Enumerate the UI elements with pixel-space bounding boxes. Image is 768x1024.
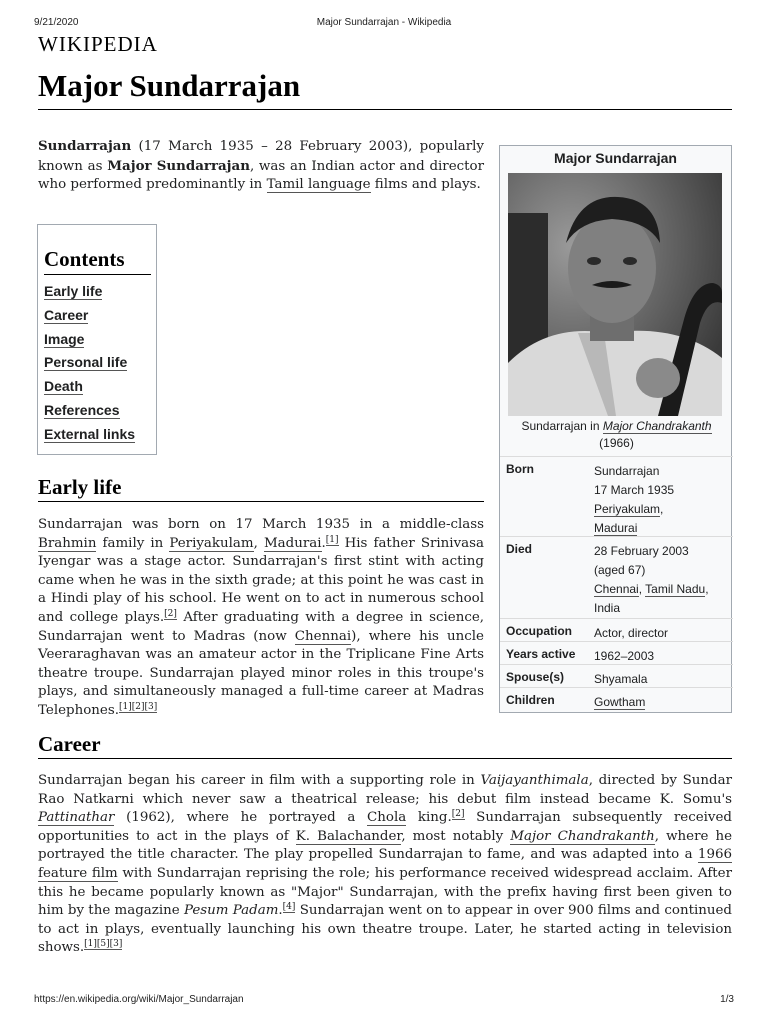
link-k-balachander[interactable]: K. Balachander — [295, 828, 402, 844]
portrait-photo[interactable] — [508, 173, 722, 416]
toc-item[interactable]: Image — [44, 330, 85, 347]
print-header — [34, 17, 734, 31]
wikipedia-wordmark[interactable]: WIKIPEDIA — [38, 32, 158, 56]
link-chola[interactable]: Chola — [367, 810, 407, 826]
toc-item[interactable]: Early life — [44, 283, 103, 299]
citation[interactable]: [5] — [96, 939, 110, 950]
early-life-paragraph: Sundarrajan was born on 17 March 1935 in a middle-class Brahmin family in Periyakulam, Madurai.[1] His father Srinivasa Iyengar was a stage actor. Sundarrajan's first stint with acting came when he was in the sixth grade; at this point he was cast in a Hindi play of his school. He went on to act in numerous school and college plays.[2] After graduating with a degree in science, Sundarrajan went to Madras (now Chennai), where his uncle Veeraraghavan was an amateur actor in the Triplicane Fine Arts theatre troupe. Sundarrajan played minor roles in this troupe's plays, and simultaneously managed a full-time career at Madras Telephones.[1][2][3] — [38, 517, 485, 718]
link-pattinathar[interactable]: Pattinathar — [38, 810, 115, 826]
link-madurai-infobox[interactable]: Madurai — [594, 521, 638, 535]
infobox-title: Major Sundarrajan — [554, 150, 677, 166]
citation[interactable]: [1] — [325, 534, 339, 545]
link-chennai-infobox[interactable]: Chennai — [594, 582, 639, 596]
infobox-row-occupation: Occupation Actor, director — [500, 618, 733, 641]
toc-item[interactable]: Death — [44, 378, 83, 395]
link-madurai[interactable]: Madurai — [263, 535, 322, 551]
citation[interactable]: [1] — [84, 939, 97, 950]
link-chennai[interactable]: Chennai — [294, 628, 352, 644]
intro-paragraph: Sundarrajan (17 March 1935 – 28 February 2003), popularly known as Major Sundarrajan, was an Indian actor and director who performed predominantly in Tamil language films and plays. — [38, 138, 484, 193]
infobox-row-born: Born Sundarrajan 17 March 1935 Periyakulam, Madurai — [500, 456, 733, 536]
toc-item[interactable]: Career — [44, 306, 89, 323]
toc-item[interactable]: Personal life — [44, 354, 128, 371]
toc-item[interactable]: References — [44, 401, 120, 418]
infobox-row-children: Children Gowtham — [500, 687, 733, 711]
infobox-caption: Sundarrajan in Major Chandrakanth (1966) — [521, 419, 712, 450]
print-title: Major Sundarrajan - Wikipedia — [316, 17, 452, 28]
heading-early-life: Early life — [38, 474, 484, 502]
citation[interactable]: [3] — [109, 939, 123, 950]
citation[interactable]: [4] — [282, 902, 296, 913]
subject-name: Sundarrajan — [38, 138, 132, 154]
heading-career: Career — [38, 731, 732, 759]
link-brahmin[interactable]: Brahmin — [38, 535, 97, 551]
citation[interactable]: [1] — [118, 701, 132, 712]
link-tamil-nadu[interactable]: Tamil Nadu — [645, 582, 706, 596]
link-gowtham[interactable]: Gowtham — [594, 695, 646, 709]
infobox-rows — [500, 456, 733, 711]
link-major-chandrakanth-caption[interactable]: Major Chandrakanth — [602, 419, 712, 433]
infobox-row-years-active: Years active 1962–2003 — [500, 641, 733, 664]
infobox — [499, 145, 732, 713]
print-date: 9/21/2020 — [34, 17, 79, 28]
portrait-photo-graphic — [508, 173, 722, 416]
career-paragraph: Sundarrajan began his career in film with a supporting role in Vaijayanthimala, directed by Sundar Rao Natkarni which never saw a theatrical release; his debut film instead became K. Somu's Pattinathar (1962), where he portrayed a Chola king.[2] Sundarrajan subsequently received opportunities to act in the plays of K. Balachander, most notably Major Chandrakanth, where he portrayed the title character. The play propelled Sundarrajan to fame, and was adapted into a 1966 feature film with Sundarrajan reprising the role; his performance received widespread acclaim. After this he became popularly known as "Major" Sundarrajan, with the prefix having first been given to him by the magazine Pesum Padam.[4] Sundarrajan went on to appear in over 900 films and continued to act in plays, eventually launching his own theatre troupe. Later, he started acting in television shows.[1][5][3] — [38, 773, 732, 956]
link-periyakulam[interactable]: Periyakulam — [169, 535, 254, 551]
table-of-contents — [37, 224, 157, 455]
citation[interactable]: [2] — [451, 809, 465, 820]
citation[interactable]: [2] — [131, 701, 145, 712]
toc-item[interactable]: External links — [44, 425, 136, 442]
subject-alt-name: Major Sundarrajan — [107, 157, 250, 174]
print-url: https://en.wikipedia.org/wiki/Major_Sundarrajan — [34, 994, 244, 1005]
infobox-row-spouse: Spouse(s) Shyamala — [500, 664, 733, 687]
citation[interactable]: [2] — [164, 608, 177, 619]
page-title: Major Sundarrajan — [38, 66, 732, 110]
citation[interactable]: [3] — [144, 701, 158, 712]
print-footer — [34, 994, 734, 1008]
page-number: 1/3 — [720, 994, 734, 1005]
link-major-chandrakanth[interactable]: Major Chandrakanth — [510, 828, 655, 844]
infobox-row-died: Died 28 February 2003 (aged 67) Chennai, Tamil Nadu, India — [500, 536, 733, 618]
link-1966-feature-film[interactable]: 1966 feature film — [38, 847, 732, 881]
toc-title: Contents — [44, 247, 151, 275]
link-tamil-language[interactable]: Tamil language — [266, 177, 371, 193]
link-periyakulam-infobox[interactable]: Periyakulam — [594, 502, 661, 516]
